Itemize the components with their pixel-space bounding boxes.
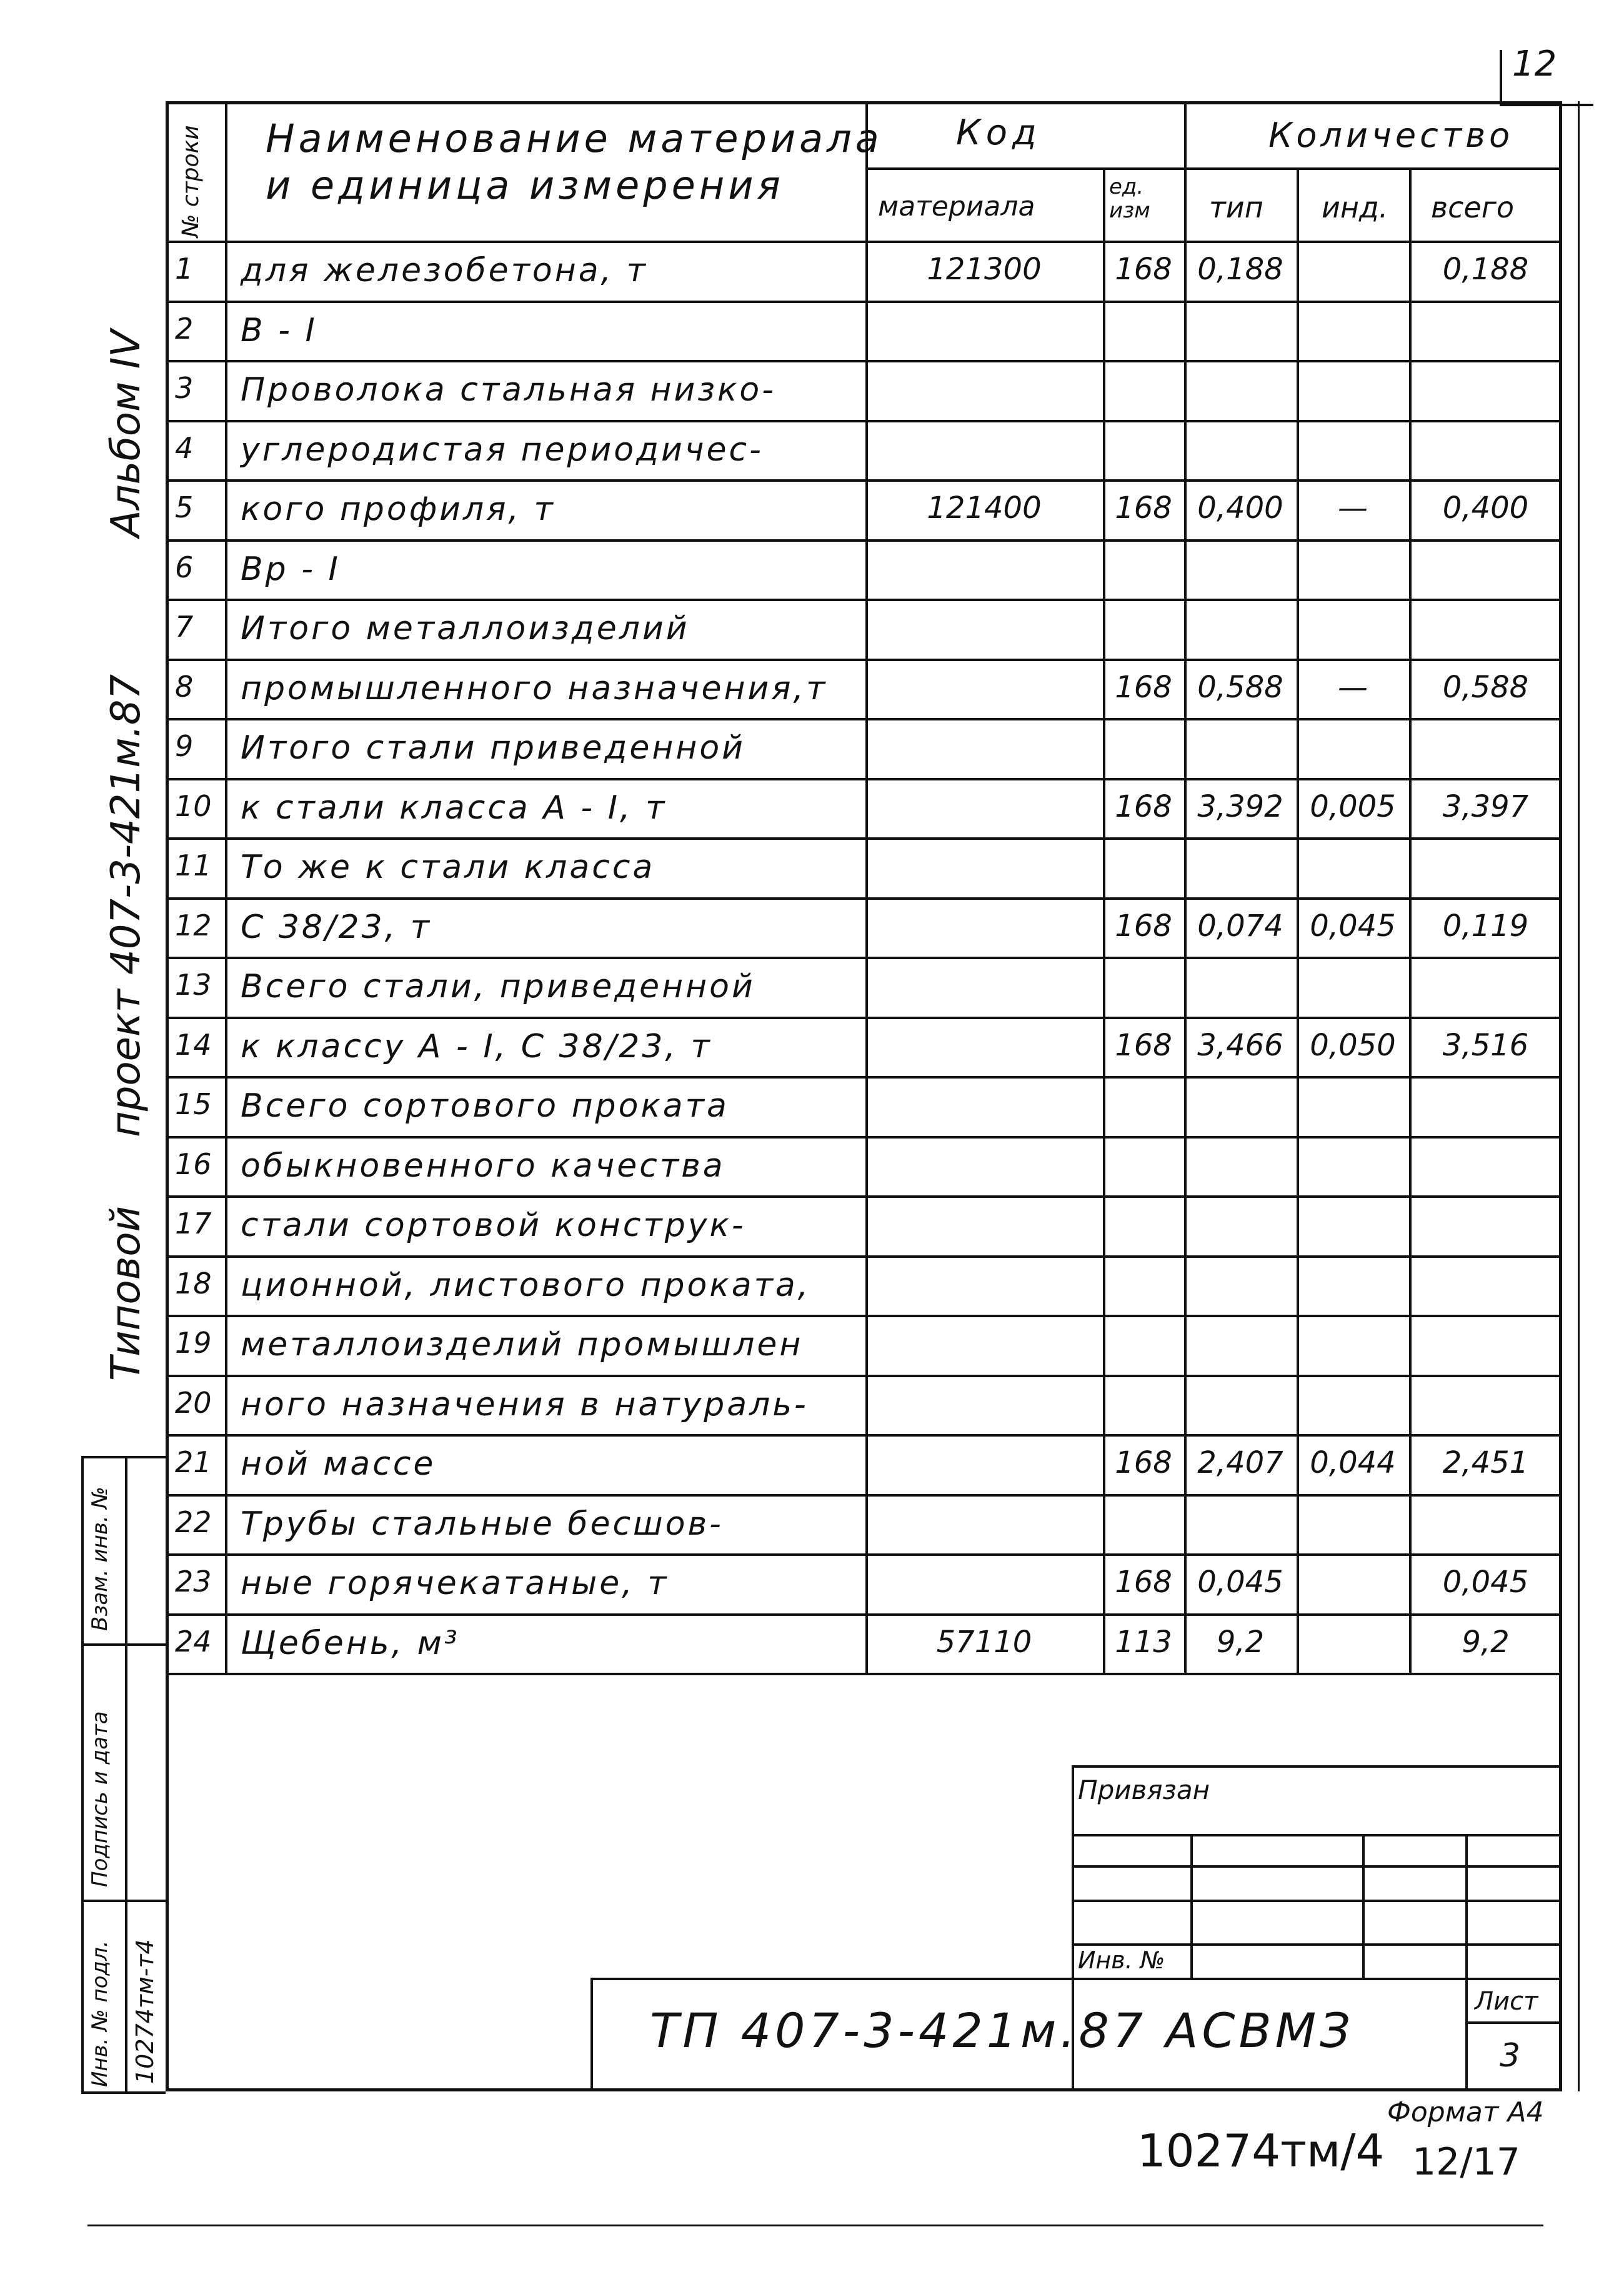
row-name: кого профиля, т bbox=[241, 491, 555, 528]
row-name: Щебень, м³ bbox=[241, 1624, 460, 1662]
tb-col-1 bbox=[1190, 1834, 1193, 1978]
row-number: 8 bbox=[175, 669, 194, 704]
row-line bbox=[166, 420, 1562, 422]
tb-main-left bbox=[590, 1978, 593, 2091]
row-line bbox=[166, 1315, 1562, 1317]
row-line bbox=[166, 599, 1562, 601]
row-qty-type: 3,392 bbox=[1197, 789, 1283, 824]
tb-row-5 bbox=[590, 1978, 1562, 1980]
row-qty-total: 9,2 bbox=[1462, 1624, 1510, 1660]
row-number: 17 bbox=[175, 1207, 212, 1240]
row-name: С 38/23, т bbox=[241, 908, 432, 946]
row-qty-type: 3,466 bbox=[1197, 1027, 1283, 1063]
row-number: 10 bbox=[175, 789, 212, 823]
row-name: промышленного назначения,т bbox=[241, 669, 828, 707]
row-number: 12 bbox=[175, 908, 212, 942]
row-code-material: 121400 bbox=[927, 491, 1042, 526]
tb-sheet-label: Лист bbox=[1475, 1987, 1538, 2016]
row-code-unit: 168 bbox=[1115, 491, 1172, 526]
row-name: к стали класса А - I, т bbox=[241, 789, 667, 827]
row-qty-type: 2,407 bbox=[1197, 1445, 1283, 1480]
row-number: 20 bbox=[175, 1385, 212, 1420]
row-qty-total: 0,188 bbox=[1442, 252, 1529, 287]
row-line bbox=[166, 1375, 1562, 1377]
row-qty-ind: 0,050 bbox=[1310, 1027, 1396, 1063]
row-code-unit: 168 bbox=[1115, 789, 1172, 824]
header-qty: Количество bbox=[1268, 116, 1514, 155]
row-name: ционной, листового проката, bbox=[241, 1266, 811, 1304]
row-number: 22 bbox=[175, 1505, 212, 1539]
side-project: проект bbox=[103, 989, 149, 1137]
row-qty-total: 2,451 bbox=[1442, 1445, 1529, 1480]
row-name: для железобетона, т bbox=[241, 252, 648, 289]
row-code-unit: 168 bbox=[1115, 669, 1172, 705]
stamp-strip-top bbox=[81, 1456, 166, 1458]
col-line-2 bbox=[865, 101, 868, 1673]
header-bottom bbox=[166, 241, 1562, 243]
row-number: 9 bbox=[175, 729, 194, 763]
row-line bbox=[166, 539, 1562, 542]
inv-orig-value: 10274тм-т4 bbox=[131, 1939, 159, 2084]
row-qty-ind: — bbox=[1338, 491, 1368, 526]
row-qty-total: 3,516 bbox=[1442, 1027, 1529, 1063]
header-name-line1: Наименование материала bbox=[266, 116, 883, 161]
row-number: 18 bbox=[175, 1266, 212, 1300]
row-qty-type: 0,188 bbox=[1197, 252, 1283, 287]
col-line-6 bbox=[1409, 167, 1412, 1673]
header-code-material: материала bbox=[878, 191, 1035, 222]
row-number: 11 bbox=[175, 849, 212, 882]
row-qty-total: 0,119 bbox=[1442, 908, 1529, 944]
row-line bbox=[166, 360, 1562, 362]
footer-fraction: 12/17 bbox=[1412, 2140, 1520, 2184]
row-number: 13 bbox=[175, 968, 212, 1002]
tb-sheet-value: 3 bbox=[1500, 2037, 1521, 2075]
tb-row-2 bbox=[1072, 1865, 1562, 1868]
row-line bbox=[166, 1553, 1562, 1556]
header-mid bbox=[865, 167, 1562, 170]
tb-row-1 bbox=[1072, 1834, 1562, 1836]
row-line bbox=[166, 479, 1562, 482]
col-line-5 bbox=[1297, 167, 1299, 1673]
side-project-code: 407-3-421м.87 bbox=[103, 674, 149, 975]
stamp-sep-1 bbox=[81, 1643, 166, 1646]
row-number: 6 bbox=[175, 550, 194, 584]
tb-top bbox=[1072, 1765, 1562, 1768]
row-code-material: 121300 bbox=[927, 252, 1042, 287]
tb-col-3 bbox=[1465, 1834, 1468, 2091]
row-qty-total: 3,397 bbox=[1442, 789, 1529, 824]
header-qty-type: тип bbox=[1209, 191, 1263, 224]
col-line-3 bbox=[1103, 167, 1105, 1673]
row-qty-ind: 0,045 bbox=[1310, 908, 1396, 944]
row-line bbox=[166, 1673, 1562, 1675]
footer-rule bbox=[87, 2225, 1543, 2226]
sign-date-label: Подпись и дата bbox=[87, 1711, 112, 1887]
stamp-strip-bottom bbox=[81, 2091, 166, 2094]
header-name-line2: и единица измерения bbox=[266, 162, 784, 208]
row-code-material: 57110 bbox=[936, 1624, 1032, 1660]
row-name: к классу А - I, С 38/23, т bbox=[241, 1027, 712, 1065]
row-line bbox=[166, 1017, 1562, 1019]
col-line-1 bbox=[225, 101, 227, 1673]
header-qty-total: всего bbox=[1431, 191, 1515, 224]
row-code-unit: 168 bbox=[1115, 1445, 1172, 1480]
side-typical: Типовой bbox=[103, 1205, 149, 1381]
row-number: 23 bbox=[175, 1565, 212, 1598]
row-qty-total: 0,588 bbox=[1442, 669, 1529, 705]
row-number: 21 bbox=[175, 1445, 212, 1479]
row-qty-ind: 0,044 bbox=[1310, 1445, 1396, 1480]
row-code-unit: 168 bbox=[1115, 908, 1172, 944]
row-qty-ind: 0,005 bbox=[1310, 789, 1396, 824]
col-line-4 bbox=[1184, 101, 1187, 1673]
header-row-no: № строки bbox=[178, 125, 204, 237]
stamp-strip-divider bbox=[125, 1456, 127, 2091]
inv-orig-label: Инв. № подл. bbox=[87, 1940, 112, 2087]
header-code-unit: ед. изм bbox=[1109, 174, 1150, 223]
row-name: Проволока стальная низко- bbox=[241, 371, 776, 409]
stamp-strip-border bbox=[81, 1456, 84, 2091]
row-code-unit: 168 bbox=[1115, 1565, 1172, 1600]
header-qty-ind: инд. bbox=[1322, 191, 1388, 224]
corner-mark: 12 bbox=[1512, 44, 1557, 84]
row-number: 7 bbox=[175, 610, 194, 644]
tb-doc-code: ТП 407-3-421м.87 АСВМЗ bbox=[650, 2003, 1354, 2058]
row-name: обыкновенного качества bbox=[241, 1147, 725, 1185]
row-number: 24 bbox=[175, 1624, 212, 1658]
row-name: Всего стали, приведенной bbox=[241, 968, 755, 1005]
row-code-unit: 168 bbox=[1115, 252, 1172, 287]
row-line bbox=[166, 778, 1562, 780]
row-number: 14 bbox=[175, 1027, 212, 1062]
row-number: 3 bbox=[175, 371, 194, 405]
row-name: металлоизделий промышлен bbox=[241, 1326, 804, 1363]
stamp-sep-2 bbox=[81, 1900, 166, 1902]
row-name: Трубы стальные бесшов- bbox=[241, 1505, 724, 1543]
row-qty-type: 9,2 bbox=[1216, 1624, 1265, 1660]
row-name: Итого металлоизделий bbox=[241, 610, 690, 647]
row-qty-total: 0,045 bbox=[1442, 1565, 1529, 1600]
row-line bbox=[166, 1494, 1562, 1497]
row-line bbox=[166, 897, 1562, 900]
row-name: Итого стали приведенной bbox=[241, 729, 745, 767]
row-qty-ind: — bbox=[1338, 669, 1368, 705]
row-number: 5 bbox=[175, 491, 194, 524]
header-code: Код bbox=[956, 112, 1042, 153]
row-line bbox=[166, 1434, 1562, 1437]
row-name: Вр - I bbox=[241, 550, 341, 588]
row-qty-total: 0,400 bbox=[1442, 491, 1529, 526]
row-qty-type: 0,588 bbox=[1197, 669, 1283, 705]
row-name: ной массе bbox=[241, 1445, 436, 1483]
side-album: Альбом IV bbox=[103, 329, 149, 537]
row-number: 16 bbox=[175, 1147, 212, 1181]
tb-row-3 bbox=[1072, 1900, 1562, 1902]
row-line bbox=[166, 957, 1562, 959]
replace-inv-label: Взам. инв. № bbox=[87, 1487, 112, 1631]
row-qty-type: 0,045 bbox=[1197, 1565, 1283, 1600]
row-line bbox=[166, 718, 1562, 720]
row-name: углеродистая периодичес- bbox=[241, 431, 764, 469]
row-line bbox=[166, 301, 1562, 303]
footer-stamp: 10274тм/4 bbox=[1137, 2125, 1385, 2177]
row-name: То же к стали класса bbox=[241, 849, 655, 886]
row-name: В - I bbox=[241, 311, 317, 349]
row-line bbox=[166, 1613, 1562, 1616]
row-code-unit: 113 bbox=[1115, 1624, 1172, 1660]
row-line bbox=[166, 1136, 1562, 1139]
row-number: 15 bbox=[175, 1087, 212, 1121]
row-line bbox=[166, 1255, 1562, 1258]
tb-row-4 bbox=[1072, 1943, 1562, 1946]
row-name: Всего сортового проката bbox=[241, 1087, 729, 1125]
row-name: стали сортовой конструк- bbox=[241, 1207, 746, 1244]
row-qty-type: 0,400 bbox=[1197, 491, 1283, 526]
row-line bbox=[166, 1076, 1562, 1079]
row-number: 4 bbox=[175, 431, 194, 465]
row-line bbox=[166, 837, 1562, 840]
row-number: 2 bbox=[175, 311, 194, 346]
right-edge bbox=[1578, 101, 1580, 2091]
tb-bound-label: Привязан bbox=[1078, 1775, 1210, 1805]
row-qty-type: 0,074 bbox=[1197, 908, 1283, 944]
row-name: ные горячекатаные, т bbox=[241, 1565, 669, 1602]
tb-col-2 bbox=[1362, 1834, 1365, 1978]
footer-format: Формат А4 bbox=[1387, 2096, 1544, 2128]
row-line bbox=[166, 659, 1562, 661]
row-number: 19 bbox=[175, 1326, 212, 1360]
tb-inv-label: Инв. № bbox=[1078, 1946, 1165, 1974]
row-name: ного назначения в натураль- bbox=[241, 1385, 809, 1423]
row-code-unit: 168 bbox=[1115, 1027, 1172, 1063]
row-line bbox=[166, 1195, 1562, 1198]
tb-sheet-sep bbox=[1465, 2021, 1562, 2024]
row-number: 1 bbox=[175, 252, 194, 286]
